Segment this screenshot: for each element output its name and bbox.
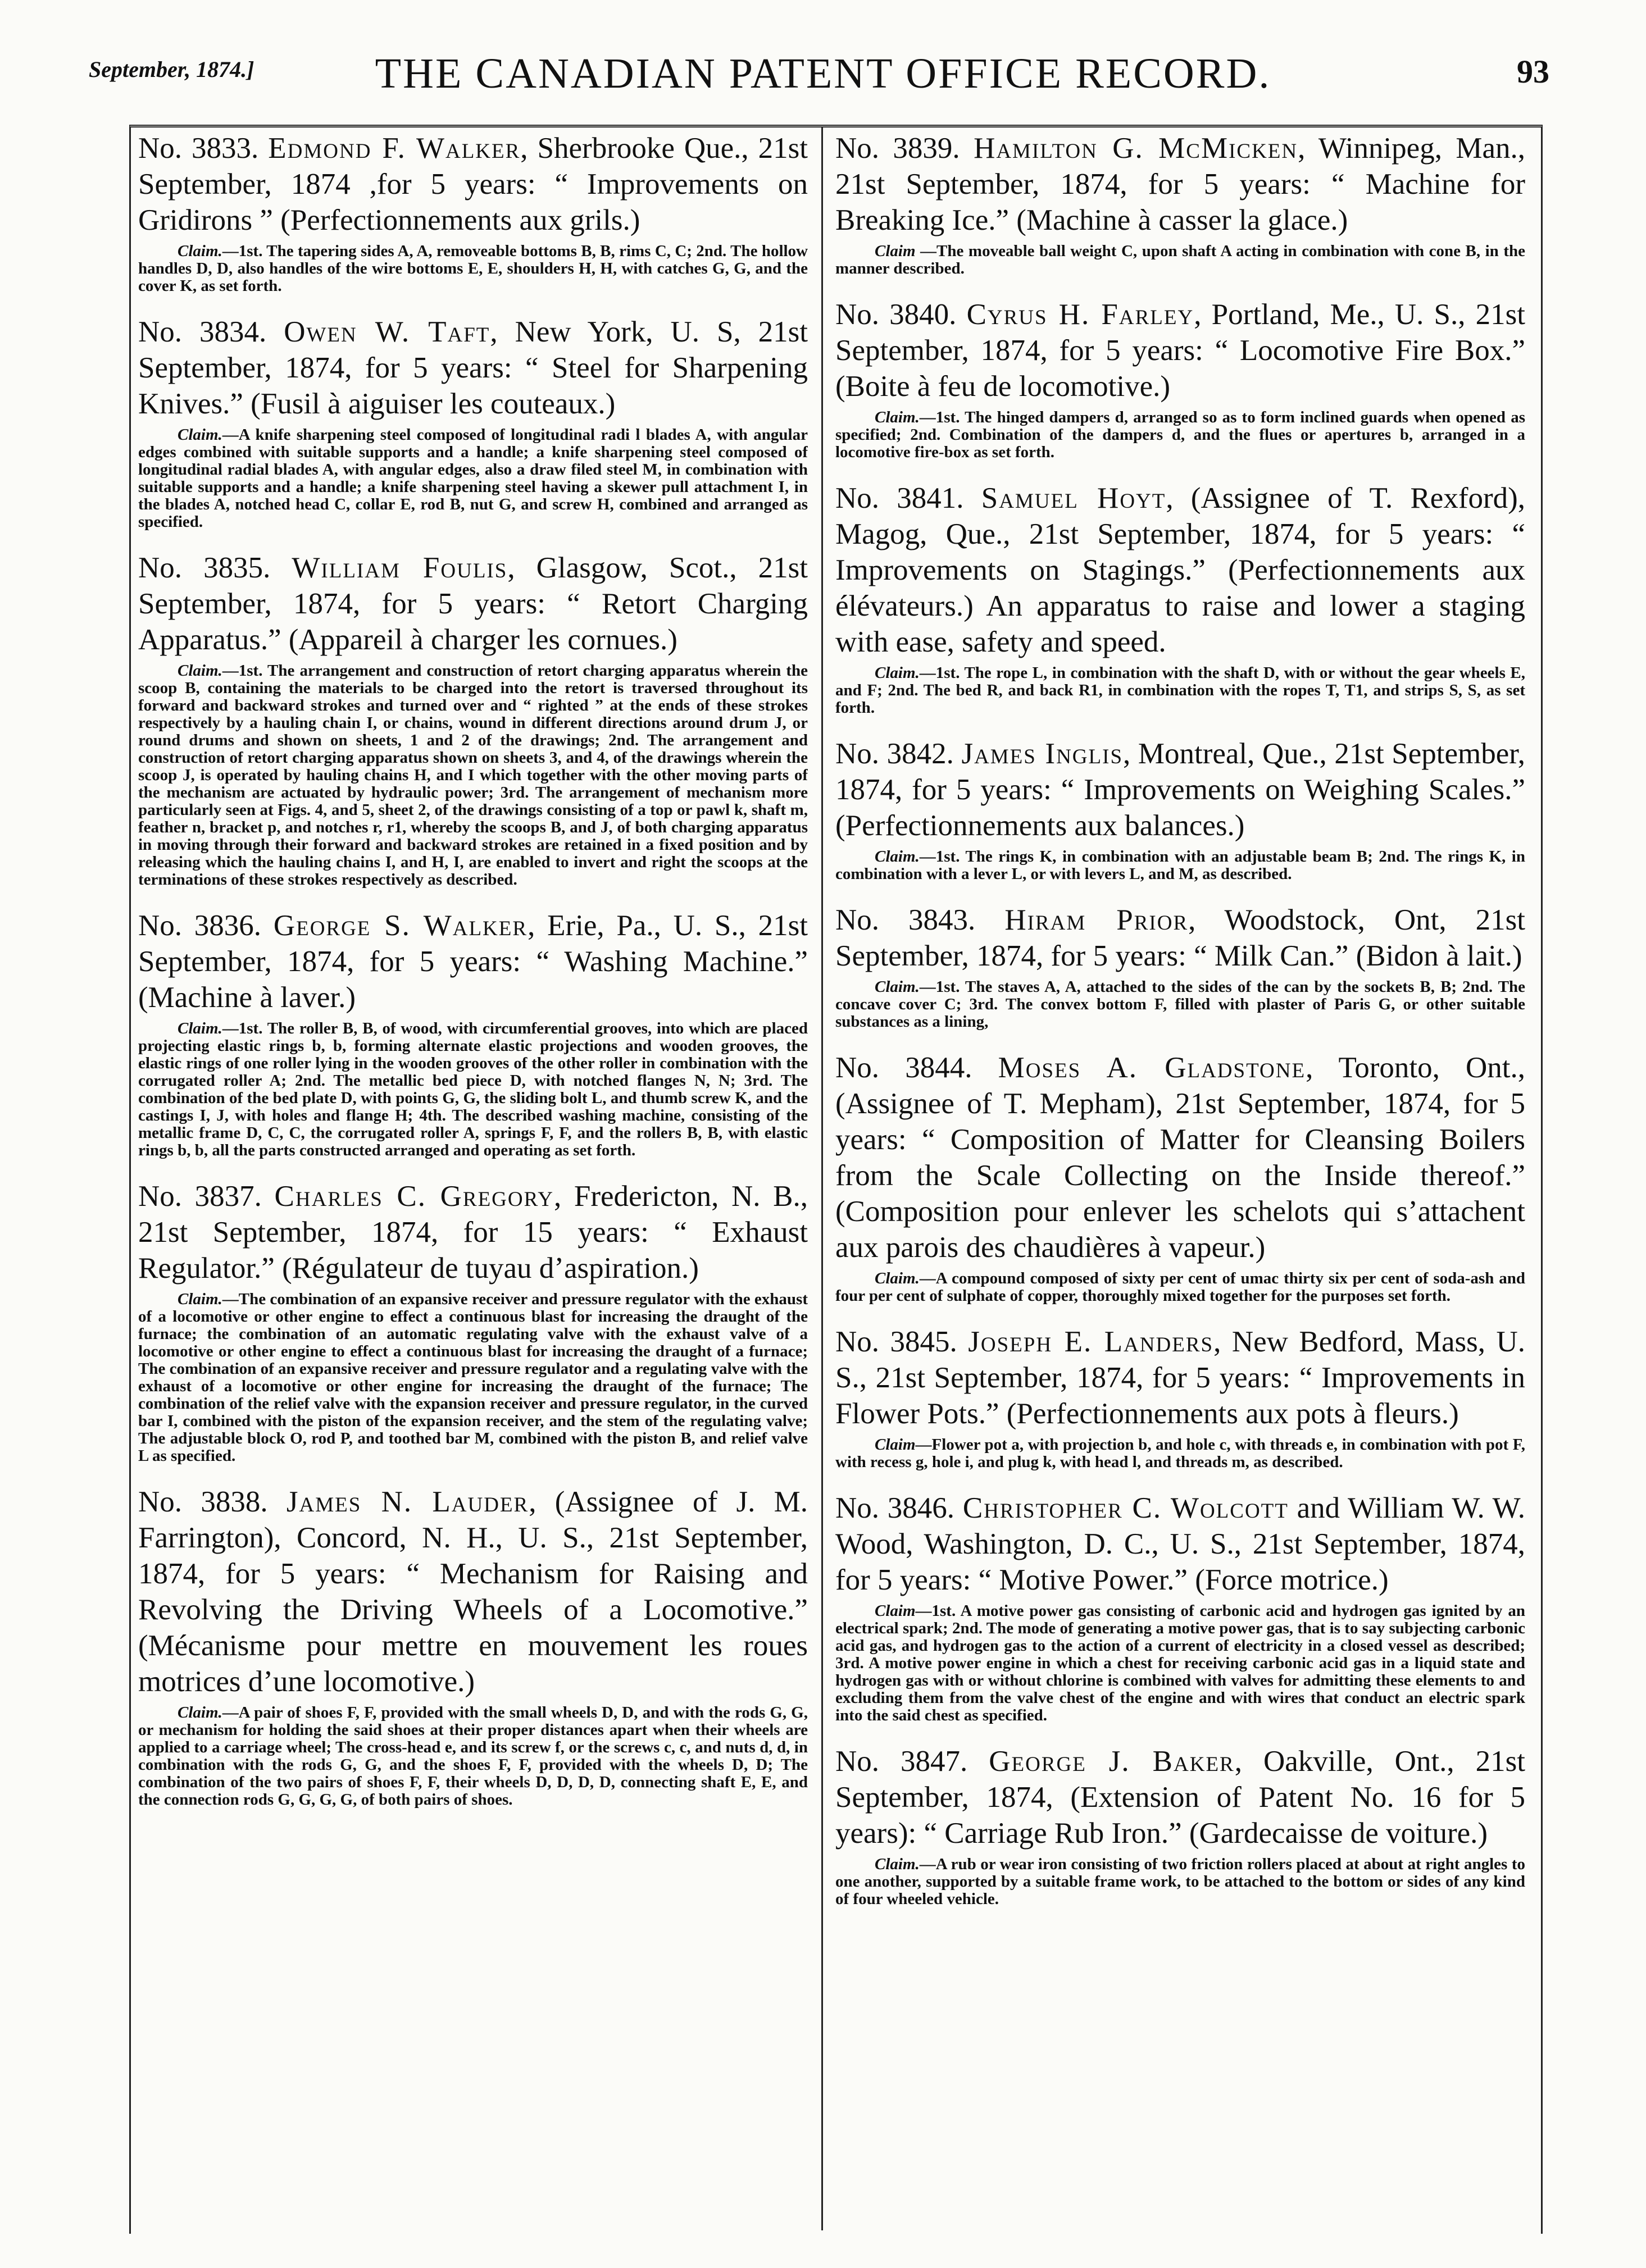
patent-number: No. 3835.	[138, 552, 271, 584]
patent-details: , Glasgow, Scot., 21st September, 1874, for 5 years: “ Retort Charging Apparatus.” (Appareil à charger les cornues.)	[138, 552, 808, 656]
claim-label: Claim.	[178, 1019, 222, 1037]
claim-text: —1st. The rings K, in combination with an adjustable beam B; 2nd. The rings K, in combination with a lever L, or with levers L, and M, as described.	[835, 848, 1525, 883]
patent-heading	[835, 1050, 1525, 1265]
patent-number: No. 3839.	[835, 132, 960, 165]
patent-claim	[835, 664, 1525, 717]
claim-text: —1st. The hinged dampers d, arranged so as to form inclined guards when opened as specified; 2nd. Combination of the dampers d, and the flues or apertures b, arranged in a locomotive fire-box as set forth.	[835, 408, 1525, 461]
claim-label: Claim.	[178, 1704, 222, 1722]
patent-details: , Erie, Pa., U. S., 21st September, 1874, for 5 years: “ Washing Machine.” (Machine à laver.)	[138, 909, 808, 1014]
patent-details: , Woodstock, Ont, 21st September, 1874, for 5 years: “ Milk Can.” (Bidon à lait.)	[835, 904, 1525, 972]
patent-heading	[138, 1484, 808, 1700]
patent-claim	[138, 1291, 808, 1465]
inventor-name: Edmond F. Walker	[268, 132, 521, 165]
patent-heading	[138, 130, 808, 238]
claim-text: —The moveable ball weight C, upon shaft A acting in combination with cone B, in the manner described.	[835, 242, 1525, 277]
patent-number: No. 3841.	[835, 482, 964, 514]
patent-details: , Sherbrooke Que., 21st September, 1874 ,for 5 years: “ Improvements on Gridirons ” (Perfectionnements aux grils.)	[138, 132, 808, 236]
patent-claim	[835, 1856, 1525, 1908]
patent-heading	[138, 1178, 808, 1286]
inventor-name: George J. Baker	[989, 1745, 1235, 1778]
patent-details: , Montreal, Que., 21st September, 1874, for 5 years: “ Improvements on Weighing Scales.” (Perfectionnements aux balances.)	[835, 737, 1525, 842]
patent-claim	[835, 848, 1525, 883]
claim-label: Claim.	[178, 1290, 222, 1308]
claim-text: —A pair of shoes F, F, provided with the small wheels D, D, and with the rods G, G, or mechanism for holding the said shoes at their proper distances apart when their wheels are applied to a carriage wheel; The cross-head e, and its screw f, or the screws c, c, and nuts d, d, in combination with the rods G, G, and the shoes F, F, provided with the wheels D, D; The combination of the two pairs of shoes F, F, their wheels D, D, D, D, connecting shaft E, E, and the connection rods G, G, G, G, of both pairs of shoes.	[138, 1704, 808, 1809]
page-header	[0, 0, 1646, 112]
inventor-name: James N. Lauder	[286, 1486, 529, 1518]
patent-claim	[138, 1020, 808, 1159]
claim-label: Claim.	[178, 242, 222, 260]
patent-entry	[138, 130, 808, 295]
claim-label: Claim.	[875, 664, 920, 682]
patent-heading	[835, 736, 1525, 844]
patent-details: , Oakville, Ont., 21st September, 1874, (Extension of Patent No. 16 for 5 years): “ Carriage Rub Iron.” (Gardecaisse de voiture.)	[835, 1745, 1525, 1850]
patent-heading	[835, 130, 1525, 238]
claim-text: —The combination of an expansive receiver and pressure regulator with the exhaust of a locomotive or other engine to effect a continuous blast for increasing the draught of the furnace; the combination of an automatic regulating valve with the exhaust valve of a locomotive or other engine to effect a continuous blast for increasing the draught of a furnace; The combination of an expansive receiver and pressure regulator and a regulating valve with the exhaust of a locomotive or other engine for increasing the draught of the furnace; The combination of the relief valve with the expansion receiver and pressure regulator, in the curved bar I, combined with the piston of the expansion receiver, and the stem of the regulating valve; The adjustable block O, rod P, and toothed bar M, combined with the piston B, and relief valve L as specified.	[138, 1290, 808, 1465]
inventor-name: Christopher C. Wolcott	[962, 1492, 1289, 1524]
patent-entry	[835, 1743, 1525, 1908]
patent-entry	[138, 550, 808, 889]
claim-label: Claim.	[875, 848, 920, 866]
patent-claim	[835, 1602, 1525, 1724]
claim-text: —1st. The arrangement and construction of retort charging apparatus wherein the scoop B, containing the materials to be charged into the retort is traversed throughout its forward and backward strokes and turned over and “ righted ” at the ends of these strokes respectively by a hauling chain I, or chains, wound in different directions around drum J, or round drums and shown on sheets, 1 and 2 of the drawings; 2nd. The arrangement and construction of retort charging apparatus shown on sheets 3, and 4, of the drawings wherein the scoop J, is operated by hauling chains H, and I which together with the other moving parts of the mechanism are actuated by hydraulic power; 3rd. The arrangement of mechanism more particularly seen at Figs. 4, and 5, sheet 2, of the drawings consisting of a top or pawl k, shaft m, feather n, bracket p, and notches r, r1, whereby the scoops B, and J, of both charging apparatus in moving through their forward and backward strokes are retained in a fixed position and by releasing which the hauling chains I, and H, I, are enabled to invert and right the scoops at the terminations of these strokes respectively as described.	[138, 662, 808, 889]
patent-entry	[835, 1324, 1525, 1471]
claim-label: Claim.	[875, 1269, 920, 1287]
patent-details: , New Bedford, Mass, U. S., 21st September, 1874, for 5 years: “ Improvements in Flower Pots.” (Perfectionnements aux pots à fleurs.)	[835, 1326, 1525, 1430]
inventor-name: George S. Walker	[273, 909, 528, 942]
page-number: 93	[1517, 53, 1549, 90]
claim-text: —1st. A motive power gas consisting of carbonic acid and hydrogen gas ignited by an electrical spark; 2nd. The mode of generating a motive power gas, that is to say subjecting carbonic acid gas, and hydrogen gas to the action of a current of electricity in a closed vessel as described; 3rd. A motive power engine in which a chest for receiving carbonic acid gas in a liquid state and hydrogen gas with or without chlorine is combined with valves for admitting these elements to and excluding them from the valve chest of the engine and with wires that conduct an electric spark into the said chest as specified.	[835, 1602, 1525, 1724]
claim-label: Claim.	[875, 978, 920, 996]
claim-text: —A knife sharpening steel composed of longitudinal radi l blades A, with angular edges combined with suitable supports and a handle; a knife sharpening steel composed of longitudinal radial blades A, with angular edges, also a draw filed steel M, in combination with suitable supports and a handle; a knife sharpening steel having a skewer pull attachment I, in the blades A, notched head C, collar E, rod B, nut G, and screw H, combined and arranged as specified.	[138, 426, 808, 531]
patent-entry	[835, 480, 1525, 717]
patent-heading	[835, 1490, 1525, 1598]
patent-heading	[138, 550, 808, 658]
claim-text: —1st. The tapering sides A, A, removeable bottoms B, B, rims C, C; 2nd. The hollow handles D, D, also handles of the wire bottoms E, E, shoulders H, H, with catches G, G, and the cover K, as set forth.	[138, 242, 808, 295]
patent-entry	[835, 130, 1525, 277]
claim-label: Claim.	[178, 426, 222, 444]
patent-number: No. 3845.	[835, 1326, 957, 1358]
patent-entry	[835, 297, 1525, 461]
claim-text: —Flower pot a, with projection b, and hole c, with threads e, in combination with pot F, with recess g, hole i, and plug k, with head l, and threads m, as described.	[835, 1436, 1525, 1471]
patent-claim	[138, 426, 808, 531]
patent-number: No. 3840.	[835, 298, 957, 331]
inventor-name: William Foulis	[292, 552, 508, 584]
claim-text: —A rub or wear iron consisting of two friction rollers placed at about at right angles to one another, supported by a suitable frame work, to be attached to the bottom or sides of any kind of four wheeled vehicle.	[835, 1855, 1525, 1908]
inventor-name: Samuel Hoyt	[981, 482, 1166, 514]
patent-number: No. 3836.	[138, 909, 262, 942]
patent-heading	[835, 1743, 1525, 1851]
patent-entry	[835, 1490, 1525, 1724]
patent-claim	[835, 1270, 1525, 1305]
patent-details: and William W. W. Wood, Washington, D. C., U. S., 21st September, 1874, for 5 years: “ Motive Power.” (Force motrice.)	[835, 1492, 1525, 1596]
patent-entry	[835, 736, 1525, 883]
inventor-name: Charles C. Gregory	[274, 1180, 554, 1213]
inventor-name: James Inglis	[961, 737, 1124, 770]
patent-heading	[138, 908, 808, 1015]
patent-number: No. 3834.	[138, 316, 267, 348]
inventor-name: Joseph E. Landers	[968, 1326, 1214, 1358]
claim-label: Claim	[875, 242, 916, 260]
claim-text: —1st. The roller B, B, of wood, with circumferential grooves, into which are placed projecting elastic rings b, b, forming alternate elastic projections and wooden grooves, the elastic rings of one roller lying in the wooden grooves of the other roller in combination with the corrugated roller A; 2nd. The metallic bed piece D, with notched flanges N, N; 3rd. The combination of the bed plate D, with points G, G, the sliding bolt L, and thumb screw K, and the castings I, J, with holes and flange H; 4th. The described washing machine, consisting of the metallic frame D, C, C, the corrugated roller A, springs F, F, and the rollers B, B, with elastic rings b, b, all the parts constructed arranged and operating as set forth.	[138, 1019, 808, 1159]
inventor-name: Owen W. Taft	[284, 316, 490, 348]
patent-details: , Fredericton, N. B., 21st September, 1874, for 15 years: “ Exhaust Regulator.” (Régulateur de tuyau d’aspiration.)	[138, 1180, 808, 1285]
patent-details: , (Assignee of J. M. Farrington), Concord, N. H., U. S., 21st September, 1874, for 5 years: “ Mechanism for Raising and Revolving the Driving Wheels of a Locomotive.” (Mécanisme pour mettre en mouvement les roues motrices d’une locomotive.)	[138, 1486, 808, 1698]
inventor-name: Moses A. Gladstone	[998, 1051, 1306, 1084]
patent-details: , Winnipeg, Man., 21st September, 1874, for 5 years: “ Machine for Breaking Ice.” (Machine à casser la glace.)	[835, 132, 1525, 236]
patent-number: No. 3838.	[138, 1486, 268, 1518]
column-divider	[821, 127, 823, 2230]
patent-number: No. 3844.	[835, 1051, 972, 1084]
claim-label: Claim.	[875, 408, 920, 426]
patent-claim	[138, 243, 808, 295]
claim-label: Claim	[875, 1602, 916, 1620]
issue-date: September, 1874.]	[89, 57, 254, 82]
patent-details: , (Assignee of T. Rexford), Magog, Que., 21st September, 1874, for 5 years: “ Improvements on Stagings.” (Perfectionnements aux élévateurs.) An apparatus to raise and lower a staging with ease, safety and speed.	[835, 482, 1525, 658]
claim-text: —1st. The staves A, A, attached to the sides of the can by the sockets B, B; 2nd. The concave cover C; 3rd. The convex bottom F, filled with plaster of Paris G, or other suitable substances as a lining,	[835, 978, 1525, 1031]
patent-number: No. 3847.	[835, 1745, 968, 1778]
patent-details: , New York, U. S, 21st September, 1874, for 5 years: “ Steel for Sharpening Knives.” (Fusil à aiguiser les couteaux.)	[138, 316, 808, 420]
patent-heading	[835, 1324, 1525, 1432]
patent-number: No. 3846.	[835, 1492, 955, 1524]
patent-claim	[835, 978, 1525, 1031]
claim-text: —1st. The rope L, in combination with the shaft D, with or without the gear wheels E, and F; 2nd. The bed R, and back R1, in combination with the ropes T, T1, and strips S, S, as set forth.	[835, 664, 1525, 717]
patent-details: , Portland, Me., U. S., 21st September, 1874, for 5 years: “ Locomotive Fire Box.” (Boite à feu de locomotive.)	[835, 298, 1525, 403]
right-column	[835, 130, 1525, 1927]
patent-number: No. 3843.	[835, 904, 976, 936]
patent-entry	[138, 1484, 808, 1809]
patent-entry	[835, 902, 1525, 1031]
journal-title: THE CANADIAN PATENT OFFICE RECORD.	[375, 50, 1271, 97]
patent-entry	[138, 1178, 808, 1465]
inventor-name: Hiram Prior	[1004, 904, 1189, 936]
claim-label: Claim.	[178, 662, 222, 680]
patent-heading	[138, 314, 808, 422]
claim-text: —A compound composed of sixty per cent of umac thirty six per cent of soda-ash and four per cent of sulphate of copper, thoroughly mixed together for the purposes set forth.	[835, 1269, 1525, 1305]
patent-entry	[138, 908, 808, 1159]
patent-number: No. 3842.	[835, 737, 954, 770]
patent-claim	[835, 409, 1525, 461]
claim-label: Claim.	[875, 1855, 920, 1873]
patent-heading	[835, 297, 1525, 404]
patent-claim	[835, 1436, 1525, 1471]
patent-claim	[138, 1704, 808, 1809]
left-column	[138, 130, 808, 1828]
patent-heading	[835, 902, 1525, 974]
inventor-name: Hamilton G. McMicken	[974, 132, 1298, 165]
claim-label: Claim	[875, 1436, 916, 1454]
patent-entry	[138, 314, 808, 531]
patent-number: No. 3833.	[138, 132, 259, 165]
patent-claim	[835, 243, 1525, 277]
patent-number: No. 3837.	[138, 1180, 262, 1213]
inventor-name: Cyrus H. Farley	[966, 298, 1194, 331]
patent-entry	[835, 1050, 1525, 1305]
patent-heading	[835, 480, 1525, 660]
patent-claim	[138, 662, 808, 889]
patent-details: , Toronto, Ont., (Assignee of T. Mepham), 21st September, 1874, for 5 years: “ Composition of Matter for Cleansing Boilers from the Scale Collecting on the Inside thereof.” (Composition pour enlever les schelots qui s’attachent aux parois des chaudières à vapeur.)	[835, 1051, 1525, 1264]
